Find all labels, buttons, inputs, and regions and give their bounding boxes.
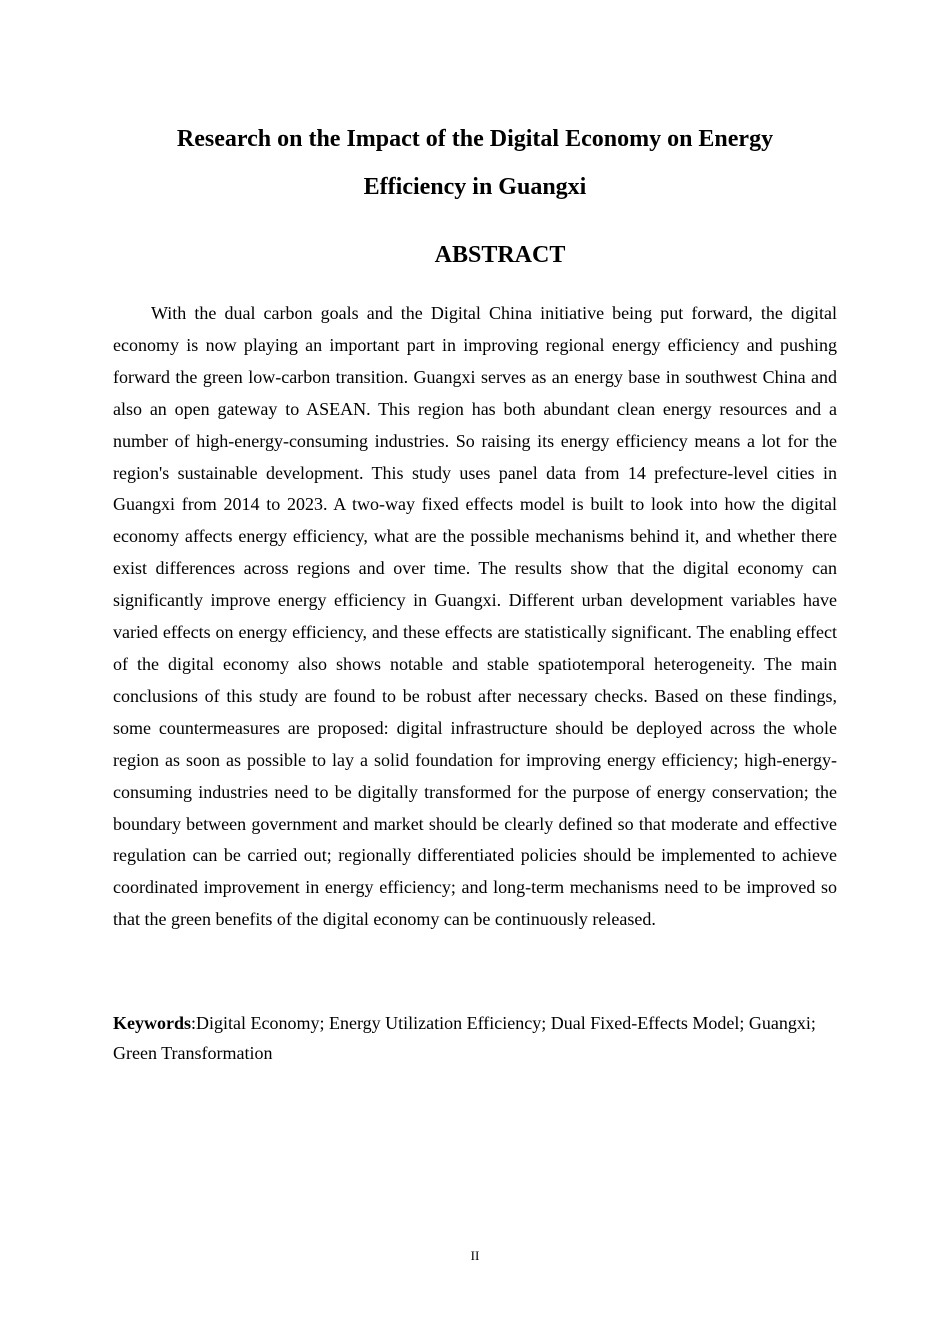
title-line-1: Research on the Impact of the Digital Economy on Energy [176, 126, 774, 152]
page-number: II [470, 1248, 480, 1263]
keywords-paragraph [113, 1008, 837, 1068]
keywords-separator: : [191, 1013, 197, 1033]
keywords-text: Digital Economy; Energy Utilization Efficiency; Dual Fixed-Effects Model; Guangxi; Green Transformation [113, 1013, 816, 1063]
title-line-2: Efficiency in Guangxi [363, 174, 587, 200]
document-title [113, 115, 837, 211]
abstract-body: With the dual carbon goals and the Digital China initiative being put forward, the digital economy is now playing an important part in improving regional energy efficiency and pushing forward the green low-carbon transition. Guangxi serves as an energy base in southwest China and also an open gateway to ASEAN. This region has both abundant clean energy resources and a number of high-energy-consuming industries. So raising its energy efficiency means a lot for the region's sustainable development. This study uses panel data from 14 prefecture-level cities in Guangxi from 2014 to 2023. A two-way fixed effects model is built to look into how the digital economy affects energy efficiency, what are the possible mechanisms behind it, and whether there exist differences across regions and over time. The results show that the digital economy can significantly improve energy efficiency in Guangxi. Different urban development variables have varied effects on energy efficiency, and these effects are statistically significant. The enabling effect of the digital economy also shows notable and stable spatiotemporal heterogeneity. The main conclusions of this study are found to be robust after necessary checks. Based on these findings, some countermeasures are proposed: digital infrastructure should be deployed across the whole region as soon as possible to lay a solid foundation for improving energy efficiency; high-energy-consuming industries need to be digitally transformed for the purpose of energy conservation; the boundary between government and market should be clearly defined so that moderate and effective regulation can be carried out; regionally differentiated policies should be implemented to achieve coordinated improvement in energy efficiency; and long-term mechanisms need to be improved so that the green benefits of the digital economy can be continuously released. [113, 303, 837, 930]
abstract-heading: ABSTRACT [434, 242, 566, 268]
keywords-label: Keywords [113, 1013, 191, 1033]
